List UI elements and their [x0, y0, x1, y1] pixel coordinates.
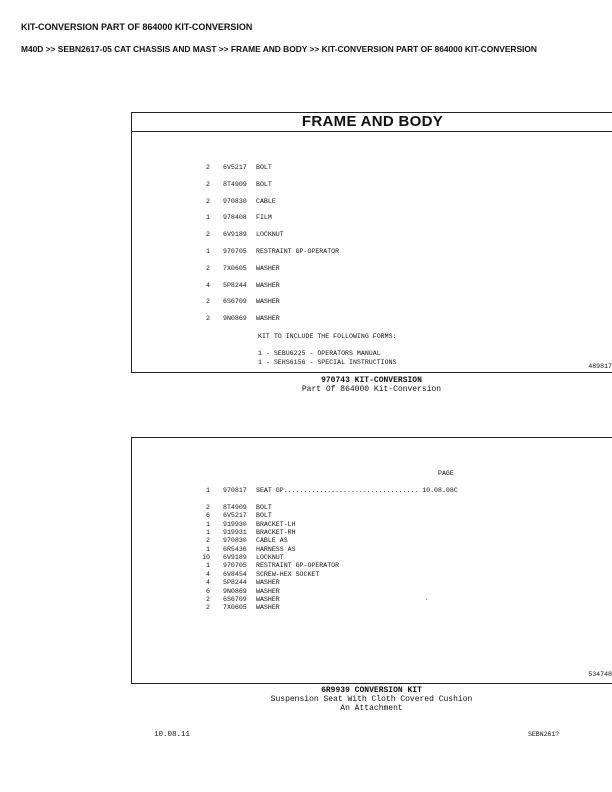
figure-caption-title: 6R9939 CONVERSION KIT — [321, 686, 422, 695]
page-label: PAGE — [438, 470, 454, 477]
part-number: 6S6709 — [223, 595, 247, 603]
qty: 2 — [206, 604, 210, 612]
part-number: 970705 — [223, 562, 247, 570]
description: WASHER — [256, 595, 280, 603]
part-number: 7X0605 — [223, 264, 247, 272]
qty: 2 — [206, 164, 210, 171]
breadcrumb: M40D >> SEBN2617-05 CAT CHASSIS AND MAST >> FRAME AND BODY >> KIT-CONVERSION PART OF 864000 KIT-CONVERSION — [21, 44, 537, 54]
bottom-rule — [132, 683, 612, 684]
qty: 2 — [206, 504, 210, 511]
form-item: 1 - SEHS6156 - SPECIAL INSTRUCTIONS — [258, 359, 397, 366]
description: SEAT GP.................................. 10.08.08C — [256, 487, 458, 494]
document-number: SEBN261? — [528, 731, 560, 738]
description: BOLT — [256, 504, 272, 511]
description: WASHER — [256, 315, 280, 323]
part-number: 9N0869 — [223, 587, 247, 595]
qty: 2 — [206, 595, 210, 603]
description: RESTRAINT GP-OPERATOR — [256, 248, 340, 255]
page-number: 10.08.11 — [154, 731, 191, 739]
description: FILM — [256, 214, 272, 222]
figure-caption-title: 970743 KIT-CONVERSION — [321, 376, 422, 385]
part-number: 6V5217 — [223, 164, 247, 171]
description: HARNESS AS — [256, 545, 296, 553]
description: WASHER — [256, 579, 280, 587]
part-number: 6V5217 — [223, 512, 247, 520]
top-rule — [132, 437, 612, 438]
figure-ref-number: 534748 — [588, 671, 612, 678]
description: CABLE AS — [256, 537, 288, 545]
description: LOCKNUT — [256, 231, 284, 239]
part-number: 970817 — [223, 487, 247, 494]
bottom-rule — [132, 372, 612, 373]
part-number: 970830 — [223, 537, 247, 545]
description: WASHER — [256, 604, 280, 612]
conversion-kit-figure — [131, 437, 612, 684]
qty: 2 — [206, 315, 210, 323]
figure-caption-subtitle: Part Of 864000 Kit-Conversion — [301, 385, 442, 394]
part-number: 8T4909 — [223, 180, 247, 188]
title-rule — [132, 131, 612, 132]
part-number: 919931 — [223, 529, 247, 537]
qty: 1 — [206, 487, 210, 494]
qty: 4 — [206, 579, 210, 587]
part-number: 8T4909 — [223, 504, 247, 511]
qty: 4 — [206, 570, 210, 578]
part-number: 7X0605 — [223, 604, 247, 612]
part-number: 970705 — [223, 248, 247, 255]
figure-ref-number: 489817 — [588, 363, 612, 370]
description: SCREW-HEX SOCKET — [256, 570, 320, 578]
qty: 2 — [206, 264, 210, 272]
description: BRACKET-LH — [256, 520, 296, 528]
description: BRACKET-RH — [256, 529, 296, 537]
qty: 1 — [206, 214, 210, 222]
qty: 2 — [206, 197, 210, 205]
description: CABLE — [256, 197, 276, 205]
part-number: 978408 — [223, 214, 247, 222]
qty: 2 — [206, 180, 210, 188]
qty: 1 — [206, 529, 210, 537]
description: RESTRAINT GP-OPERATOR — [256, 562, 340, 570]
frame-and-body-figure — [131, 112, 612, 373]
description: WASHER — [256, 281, 280, 289]
qty: 10 — [202, 554, 210, 562]
description: WASHER — [256, 587, 280, 595]
part-number: 6V9189 — [223, 554, 247, 562]
qty: 2 — [206, 231, 210, 239]
part-number: 5P8244 — [223, 579, 247, 587]
part-number: 9N0869 — [223, 315, 247, 323]
qty: 2 — [206, 298, 210, 306]
speck — [426, 599, 427, 600]
qty: 6 — [206, 512, 210, 520]
part-number: 6V9189 — [223, 231, 247, 239]
qty: 1 — [206, 520, 210, 528]
part-number: 6S6709 — [223, 298, 247, 306]
description: BOLT — [256, 180, 272, 188]
qty: 1 — [206, 562, 210, 570]
figure-caption-subtitle: Suspension Seat With Cloth Covered Cushion — [270, 695, 473, 704]
qty: 1 — [206, 248, 210, 255]
description: BOLT — [256, 512, 272, 520]
form-item: 1 - SEBU6225 - OPERATORS MANUAL — [258, 350, 381, 357]
qty: 6 — [206, 587, 210, 595]
qty: 2 — [206, 537, 210, 545]
qty: 4 — [206, 281, 210, 289]
part-number: 6R5436 — [223, 545, 247, 553]
description: BOLT — [256, 164, 272, 171]
description: WASHER — [256, 264, 280, 272]
description: LOCKNUT — [256, 554, 284, 562]
qty: 1 — [206, 545, 210, 553]
part-number: 6V8454 — [223, 570, 247, 578]
description: WASHER — [256, 298, 280, 306]
page-title: KIT-CONVERSION PART OF 864000 KIT-CONVERSION — [21, 22, 253, 32]
section-title: FRAME AND BODY — [301, 113, 444, 130]
part-number: 970830 — [223, 197, 247, 205]
part-number: 919930 — [223, 520, 247, 528]
figure-caption-line3: An Attachment — [340, 704, 403, 713]
kit-forms-note: KIT TO INCLUDE THE FOLLOWING FORMS: — [258, 333, 397, 340]
part-number: 5P8244 — [223, 281, 247, 289]
